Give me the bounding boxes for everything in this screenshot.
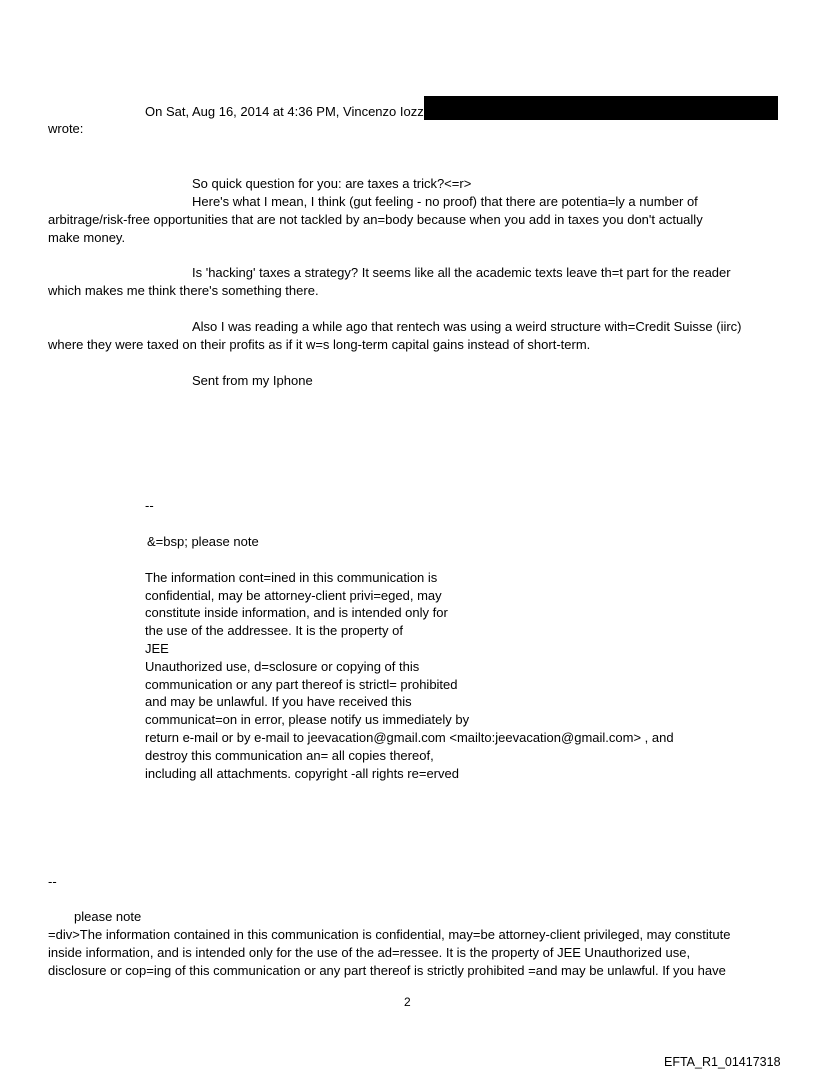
inner-sig-line: Unauthorized use, d=sclosure or copying of this — [145, 659, 420, 674]
inner-sig-dashes: -- — [145, 498, 154, 513]
inner-sig-line: destroy this communication an= all copies thereof, — [145, 748, 434, 763]
message-line-7: Also I was reading a while ago that rentech was using a weird structure with=Credit Suisse (iirc) — [192, 319, 742, 334]
inner-sig-line: The information cont=ined in this communication is — [145, 570, 438, 585]
inner-sig-note: &=bsp; please note — [147, 534, 259, 549]
message-line-1: So quick question for you: are taxes a trick?<=r> — [192, 176, 472, 191]
inner-sig-line: return e-mail or by e-mail to jeevacation@gmail.com <mailto:jeevacation@gmail.com> , and — [145, 730, 674, 745]
page-number: 2 — [404, 995, 411, 1009]
outer-sig-note: please note — [74, 909, 142, 924]
inner-sig-line: and may be unlawful. If you have received this — [145, 694, 412, 709]
message-line-3: arbitrage/risk-free opportunities that are not tackled by an=body because when you add in taxes you don't actually — [48, 212, 703, 227]
inner-sig-line: confidential, may be attorney-client privi=eged, may — [145, 588, 442, 603]
inner-sig-line: communication or any part thereof is strictl= prohibited — [145, 677, 458, 692]
message-line-4: make money. — [48, 230, 126, 245]
message-line-8: where they were taxed on their profits as if it w=s long-term capital gains instead of short-term. — [48, 337, 591, 352]
inner-sig-line: the use of the addressee. It is the property of — [145, 623, 403, 638]
outer-sig-line-2: inside information, and is intended only for the use of the ad=ressee. It is the property of JEE Unauthorized use, — [48, 945, 691, 960]
inner-sig-line: communicat=on in error, please notify us immediately by — [145, 712, 470, 727]
inner-sig-line: JEE — [145, 641, 169, 656]
header-wrote: wrote: — [48, 121, 84, 136]
outer-sig-line-3: disclosure or cop=ing of this communication or any part thereof is strictly prohibited =and may be unlawful. If you have — [48, 963, 726, 978]
header-on-line: On Sat, Aug 16, 2014 at 4:36 PM, Vincenzo Iozz — [145, 104, 424, 119]
inner-sig-line: including all attachments. copyright -all rights re=erved — [145, 766, 459, 781]
outer-sig-line-1: =div>The information contained in this communication is confidential, may=be attorney-client privileged, may constitute — [48, 927, 731, 942]
message-line-5: Is 'hacking' taxes a strategy? It seems like all the academic texts leave th=t part for the reader — [192, 265, 731, 280]
outer-sig-dashes: -- — [48, 874, 57, 889]
message-signature: Sent from my Iphone — [192, 373, 313, 388]
bates-number: EFTA_R1_01417318 — [664, 1055, 781, 1069]
message-line-6: which makes me think there's something there. — [48, 283, 319, 298]
message-line-2: Here's what I mean, I think (gut feeling - no proof) that there are potentia=ly a number of — [192, 194, 698, 209]
redaction-bar — [424, 96, 778, 120]
inner-sig-line: constitute inside information, and is intended only for — [145, 605, 448, 620]
